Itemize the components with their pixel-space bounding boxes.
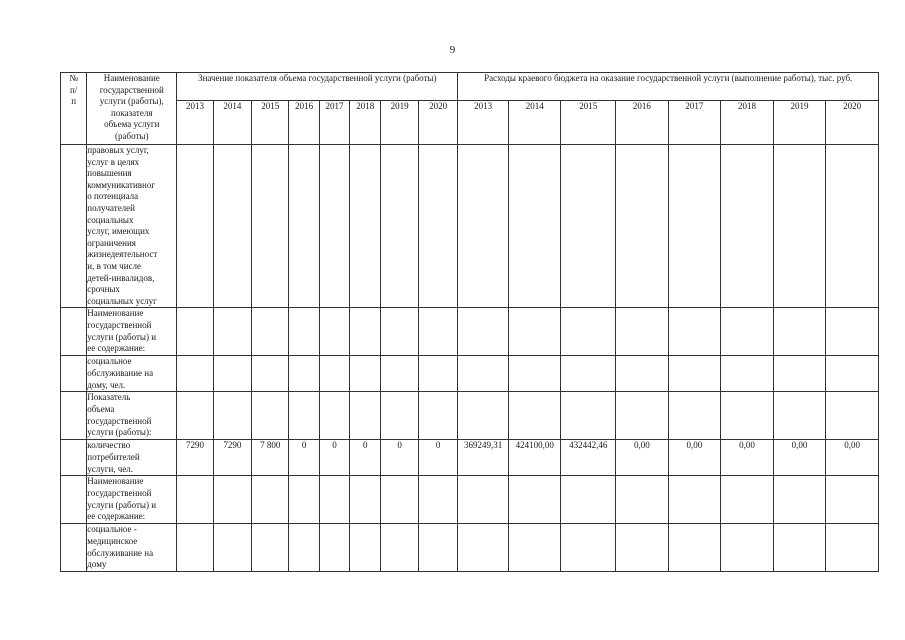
- header-number: № п/ п: [61, 73, 87, 145]
- expense-value-cell: [458, 145, 509, 308]
- service-name-line: ограничения: [87, 237, 136, 248]
- indicator-value-cell: [418, 308, 458, 356]
- expense-value-cell: [773, 145, 826, 308]
- table-row: [61, 356, 879, 392]
- indicator-value-cell: [319, 524, 349, 572]
- indicator-value-cell: [289, 145, 319, 308]
- indicator-value-cell: [252, 524, 289, 572]
- indicator-value-cell: [177, 145, 213, 308]
- expense-value-cell: [508, 356, 561, 392]
- expense-value-cell: [826, 308, 879, 356]
- expense-value-cell: 0,00: [826, 440, 879, 476]
- expense-value-cell: [721, 356, 774, 392]
- indicator-value-cell: [350, 356, 381, 392]
- table-row: [61, 440, 879, 476]
- table-row: [61, 145, 879, 308]
- expense-year: 2017: [668, 101, 721, 145]
- indicator-value-cell: [177, 524, 213, 572]
- expense-value-cell: [561, 392, 616, 440]
- expense-value-cell: [668, 476, 721, 524]
- service-name-line: ее содержание:: [87, 343, 146, 354]
- table-row: [61, 524, 879, 572]
- indicator-value-cell: [177, 476, 213, 524]
- expense-value-cell: [616, 356, 669, 392]
- service-name-line: социальное -: [87, 524, 137, 535]
- service-name-cell: [87, 145, 177, 308]
- expense-year: 2015: [561, 101, 616, 145]
- indicator-value-cell: [381, 476, 418, 524]
- expense-value-cell: 0,00: [773, 440, 826, 476]
- header-expenses-group: Расходы краевого бюджета на оказание государственной услуги (выполнение работы), тыс. руб.: [458, 73, 879, 101]
- service-name-line: срочных: [87, 284, 120, 295]
- row-number-cell: [61, 440, 87, 476]
- indicator-value-cell: [289, 356, 319, 392]
- indicator-value-cell: [252, 308, 289, 356]
- expense-value-cell: 369249,31: [458, 440, 509, 476]
- service-name-line: государственной: [87, 319, 152, 330]
- service-name-line: жизнедеятельност: [87, 249, 158, 260]
- indicator-value-cell: [252, 356, 289, 392]
- service-name-line: получателей: [87, 202, 135, 213]
- indicator-value-cell: [289, 476, 319, 524]
- indicator-value-cell: [319, 476, 349, 524]
- indicator-value-cell: [213, 476, 251, 524]
- expense-year: 2013: [458, 101, 509, 145]
- indicator-value-cell: [350, 308, 381, 356]
- expense-value-cell: [616, 476, 669, 524]
- indicator-value-cell: [177, 308, 213, 356]
- indicator-value-cell: [418, 145, 458, 308]
- indicator-value-cell: 0: [418, 440, 458, 476]
- expense-value-cell: [508, 308, 561, 356]
- expense-value-cell: [561, 524, 616, 572]
- indicator-value-cell: [213, 145, 251, 308]
- expense-year: 2014: [508, 101, 561, 145]
- expense-value-cell: [668, 524, 721, 572]
- table-row: [61, 392, 879, 440]
- expense-value-cell: [826, 145, 879, 308]
- service-name-line: и, в том числе: [87, 260, 142, 271]
- expense-value-cell: [458, 356, 509, 392]
- service-name-cell: [87, 476, 177, 524]
- indicator-year: 2018: [350, 101, 381, 145]
- indicator-value-cell: [213, 308, 251, 356]
- expense-value-cell: [773, 392, 826, 440]
- indicator-value-cell: [319, 308, 349, 356]
- indicator-value-cell: [213, 524, 251, 572]
- indicator-value-cell: [289, 308, 319, 356]
- service-name-line: социальных: [87, 214, 134, 225]
- indicator-year: 2019: [381, 101, 418, 145]
- indicator-value-cell: [350, 145, 381, 308]
- expense-value-cell: 0,00: [721, 440, 774, 476]
- service-name-line: услуги, чел.: [87, 463, 134, 474]
- service-name-line: услуги (работы):: [87, 427, 152, 438]
- service-name-line: услуги (работы) и: [87, 499, 157, 510]
- indicator-value-cell: [289, 524, 319, 572]
- indicator-value-cell: [319, 145, 349, 308]
- indicator-value-cell: [350, 476, 381, 524]
- expense-year: 2016: [616, 101, 669, 145]
- indicator-value-cell: [381, 392, 418, 440]
- expense-value-cell: [508, 392, 561, 440]
- indicator-value-cell: [350, 524, 381, 572]
- expense-value-cell: [721, 392, 774, 440]
- service-name-cell: [87, 392, 177, 440]
- expense-value-cell: 424100,00: [508, 440, 561, 476]
- service-name-line: коммуникативног: [87, 179, 156, 190]
- service-name-line: объема: [87, 403, 115, 414]
- indicator-year: 2013: [177, 101, 213, 145]
- expense-value-cell: [826, 356, 879, 392]
- indicator-year: 2016: [289, 101, 319, 145]
- expense-year: 2018: [721, 101, 774, 145]
- service-name-cell: [87, 524, 177, 572]
- indicator-value-cell: [252, 476, 289, 524]
- service-name-line: услуги (работы) и: [87, 331, 157, 342]
- expense-value-cell: [458, 476, 509, 524]
- expense-year: 2019: [773, 101, 826, 145]
- indicator-value-cell: 7290: [213, 440, 251, 476]
- service-name-line: правовых услуг,: [87, 145, 149, 155]
- row-number-cell: [61, 356, 87, 392]
- expense-value-cell: [773, 476, 826, 524]
- service-name-line: потребителей: [87, 451, 140, 462]
- expense-value-cell: [826, 524, 879, 572]
- service-name-line: социальных услуг: [87, 295, 157, 306]
- row-number-cell: [61, 145, 87, 308]
- page-number: 9: [449, 44, 456, 56]
- expense-value-cell: [616, 524, 669, 572]
- expense-value-cell: [561, 308, 616, 356]
- expense-value-cell: [773, 524, 826, 572]
- indicator-value-cell: 0: [381, 440, 418, 476]
- row-number-cell: [61, 476, 87, 524]
- indicator-value-cell: [418, 392, 458, 440]
- expense-value-cell: 0,00: [616, 440, 669, 476]
- indicator-year: 2017: [319, 101, 349, 145]
- expense-value-cell: [561, 145, 616, 308]
- row-number-cell: [61, 308, 87, 356]
- indicator-year: 2015: [252, 101, 289, 145]
- expense-value-cell: [508, 145, 561, 308]
- expense-value-cell: [616, 308, 669, 356]
- expense-value-cell: [721, 524, 774, 572]
- indicator-value-cell: [213, 392, 251, 440]
- indicator-value-cell: [252, 145, 289, 308]
- header-service-name: Наименование государственной услуги (работы), показателя объема услуги (работы): [87, 73, 177, 145]
- service-name-line: Наименование: [87, 476, 144, 487]
- expense-value-cell: [458, 308, 509, 356]
- indicator-value-cell: [350, 392, 381, 440]
- service-name-line: государственной: [87, 415, 152, 426]
- service-name-line: Наименование: [87, 308, 144, 319]
- expense-value-cell: [508, 476, 561, 524]
- service-name-line: дому, чел.: [87, 379, 126, 390]
- indicator-year: 2020: [418, 101, 458, 145]
- service-name-line: услуг, имеющих: [87, 226, 150, 237]
- indicator-value-cell: [177, 392, 213, 440]
- expense-value-cell: [616, 392, 669, 440]
- expense-value-cell: [826, 392, 879, 440]
- expense-value-cell: 432442,46: [561, 440, 616, 476]
- expense-value-cell: [773, 308, 826, 356]
- indicator-value-cell: [319, 392, 349, 440]
- indicator-value-cell: [213, 356, 251, 392]
- expense-value-cell: [458, 392, 509, 440]
- indicator-value-cell: [289, 392, 319, 440]
- service-name-line: ее содержание:: [87, 511, 146, 522]
- service-name-cell: [87, 308, 177, 356]
- expense-value-cell: [561, 476, 616, 524]
- indicator-value-cell: [418, 524, 458, 572]
- indicator-value-cell: 7 800: [252, 440, 289, 476]
- service-name-line: количество: [87, 440, 131, 451]
- service-name-line: обслуживание на: [87, 547, 154, 558]
- row-number-cell: [61, 392, 87, 440]
- expense-value-cell: [721, 145, 774, 308]
- service-name-line: детей-инвалидов,: [87, 272, 155, 283]
- service-name-line: Показатель: [87, 392, 131, 403]
- expense-value-cell: [508, 524, 561, 572]
- service-name-line: медицинское: [87, 535, 138, 546]
- indicator-value-cell: [319, 356, 349, 392]
- expense-year: 2020: [826, 101, 879, 145]
- expense-value-cell: [668, 308, 721, 356]
- indicator-value-cell: [177, 356, 213, 392]
- expense-value-cell: [721, 476, 774, 524]
- indicator-value-cell: 0: [350, 440, 381, 476]
- indicator-value-cell: [381, 145, 418, 308]
- indicator-value-cell: [252, 392, 289, 440]
- expense-value-cell: [826, 476, 879, 524]
- indicator-value-cell: 0: [319, 440, 349, 476]
- expense-value-cell: [773, 356, 826, 392]
- indicator-value-cell: [381, 524, 418, 572]
- indicator-value-cell: 7290: [177, 440, 213, 476]
- service-name-line: дому: [87, 559, 107, 570]
- services-table: [60, 72, 879, 572]
- indicator-year: 2014: [213, 101, 251, 145]
- service-name-line: государственной: [87, 487, 152, 498]
- expense-value-cell: [721, 308, 774, 356]
- expense-value-cell: [668, 145, 721, 308]
- indicator-value-cell: [418, 476, 458, 524]
- indicator-value-cell: [418, 356, 458, 392]
- service-name-line: о потенциала: [87, 191, 139, 202]
- expense-value-cell: [668, 356, 721, 392]
- table-row: [61, 476, 879, 524]
- service-name-line: услуг в целях: [87, 156, 140, 167]
- expense-value-cell: [668, 392, 721, 440]
- indicator-value-cell: [381, 308, 418, 356]
- header-indicator-group: Значение показателя объема государственной услуги (работы): [177, 73, 458, 101]
- expense-value-cell: 0,00: [668, 440, 721, 476]
- table-row: [61, 308, 879, 356]
- expense-value-cell: [561, 356, 616, 392]
- indicator-value-cell: [381, 356, 418, 392]
- service-name-cell: [87, 356, 177, 392]
- indicator-value-cell: 0: [289, 440, 319, 476]
- service-name-cell: [87, 440, 177, 476]
- service-name-line: обслуживание на: [87, 367, 154, 378]
- service-name-line: повышения: [87, 168, 132, 179]
- service-name-line: социальное: [87, 356, 132, 367]
- expense-value-cell: [458, 524, 509, 572]
- row-number-cell: [61, 524, 87, 572]
- expense-value-cell: [616, 145, 669, 308]
- table-body: [61, 145, 879, 572]
